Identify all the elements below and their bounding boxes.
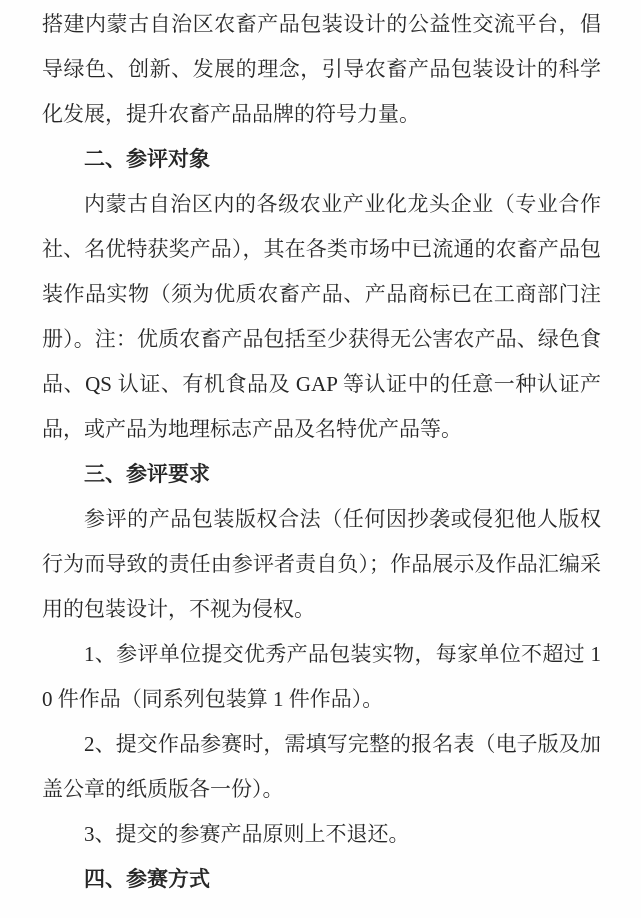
body-paragraph: 参评的产品包装版权合法（任何因抄袭或侵犯他人版权行为而导致的责任由参评者责自负）；作品展示及作品汇编采用的包装设计，不视为侵权。 — [42, 507, 601, 621]
body-paragraph: 内蒙古自治区内的各级农业产业化龙头企业（专业合作社、名优特获奖产品），其在各类市场中已流通的农畜产品包装作品实物（须为优质农畜产品、产品商标已在工商部门注册）。注：优质农畜产品包括至少获得无公害农产品、绿色食品、QS 认证、有机食品及 GAP 等认证中的任意一种认证产品，或产品为地理标志产品及名特优产品等。 — [42, 192, 601, 441]
section-heading: 二、参评对象 — [84, 147, 210, 171]
section-heading: 四、参赛方式 — [84, 867, 210, 891]
body-paragraph: 3、提交的参赛产品原则上不退还。 — [84, 822, 410, 846]
body-paragraph: 2、提交作品参赛时，需填写完整的报名表（电子版及加盖公章的纸质版各一份）。 — [42, 732, 601, 801]
body-paragraph: 1、参评单位提交优秀产品包装实物，每家单位不超过 10 件作品（同系列包装算 1 件作品）。 — [42, 642, 601, 711]
section-heading: 三、参评要求 — [84, 462, 210, 486]
body-paragraph: 搭建内蒙古自治区农畜产品包装设计的公益性交流平台，倡导绿色、创新、发展的理念，引导农畜产品包装设计的科学化发展，提升农畜产品品牌的符号力量。 — [42, 12, 601, 126]
